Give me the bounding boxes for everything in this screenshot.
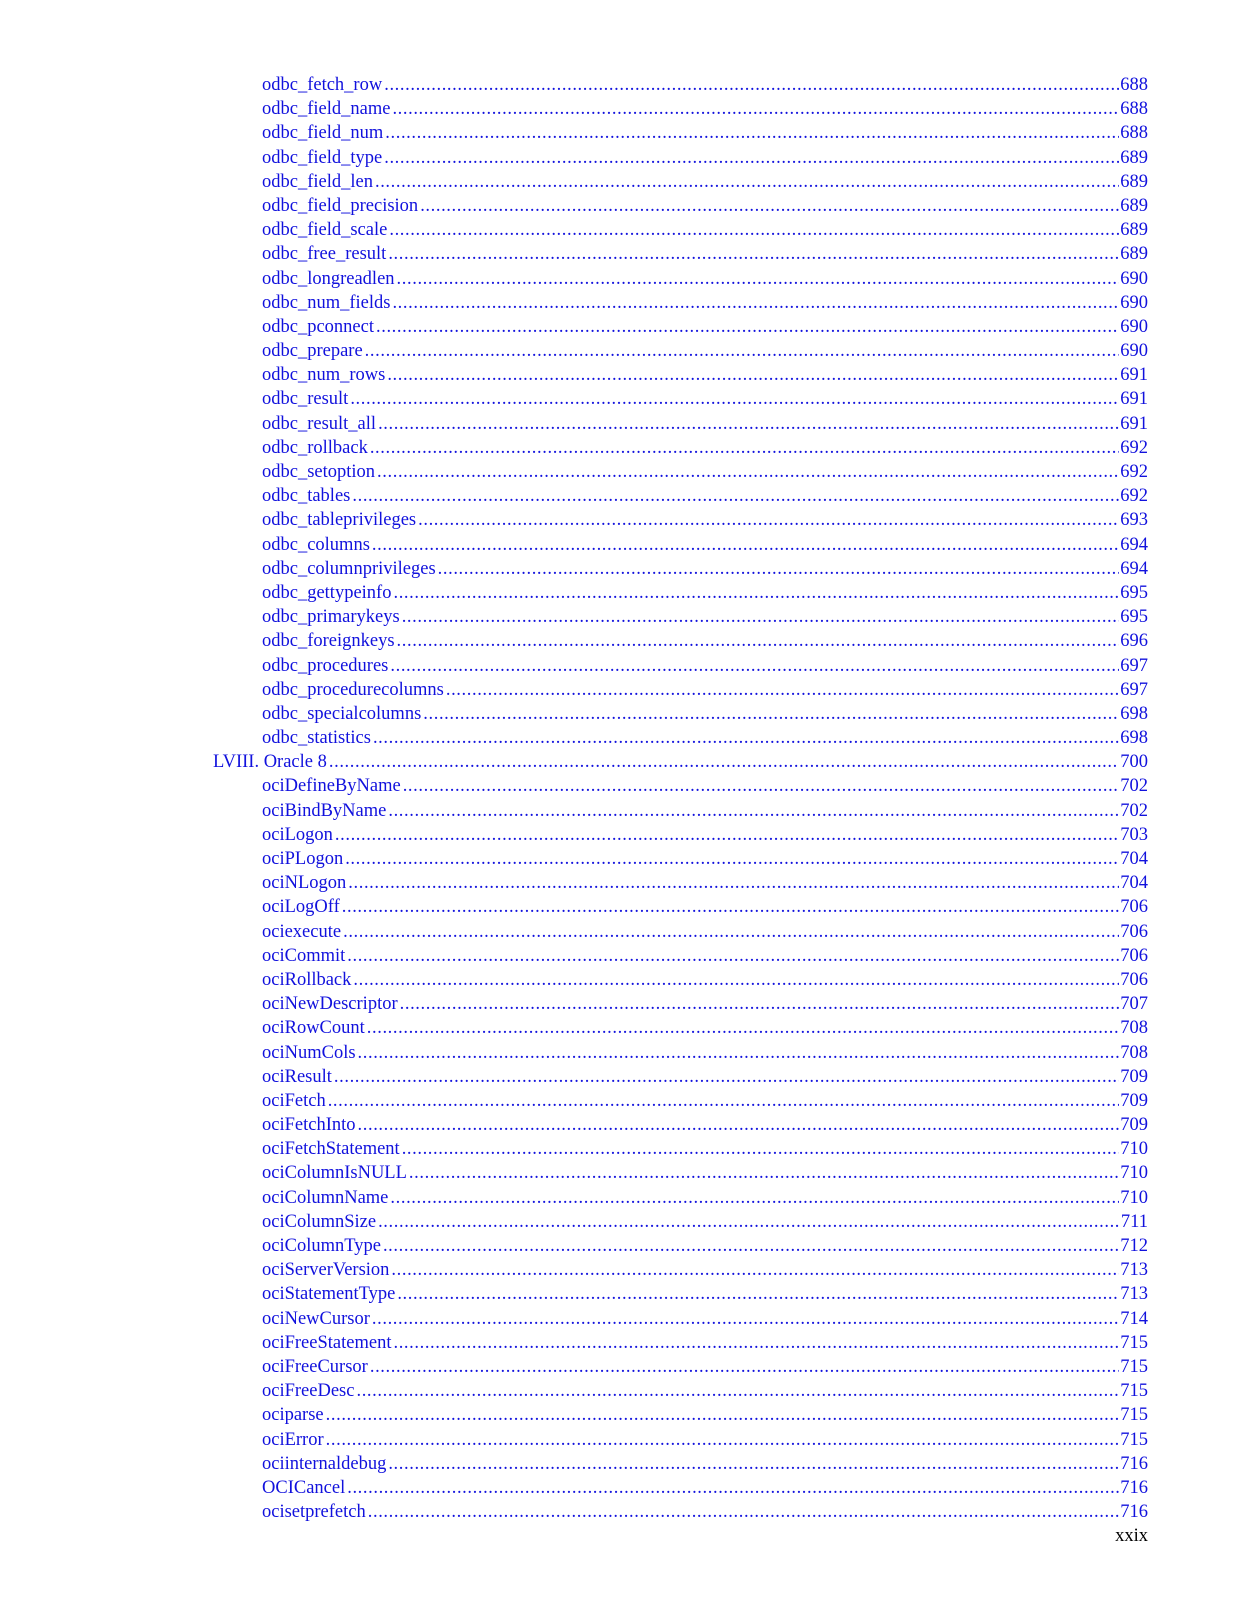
dot-leader xyxy=(392,97,1119,121)
toc-entry-link[interactable] xyxy=(213,847,1148,871)
toc-entry-link[interactable] xyxy=(213,194,1148,218)
dot-leader xyxy=(356,1379,1119,1403)
toc-entry-link[interactable] xyxy=(213,363,1148,387)
toc-entry-title: ociError xyxy=(262,1429,324,1450)
toc-entry-page: 710 xyxy=(1120,1139,1148,1160)
page-number: xxix xyxy=(1115,1526,1148,1546)
toc-entry-link[interactable] xyxy=(213,267,1148,291)
dot-leader xyxy=(384,73,1119,97)
toc-entry-page: 716 xyxy=(1120,1502,1148,1523)
toc-entry-link[interactable] xyxy=(213,508,1148,532)
toc-entry-page: 691 xyxy=(1120,365,1148,386)
toc-entry-title: odbc_field_precision xyxy=(262,195,419,216)
toc-entry-title: ociparse xyxy=(262,1405,324,1426)
toc-entry-page: 706 xyxy=(1120,969,1148,990)
toc-entry-link[interactable] xyxy=(213,605,1148,629)
dot-leader xyxy=(342,895,1120,919)
table-of-contents xyxy=(213,73,1148,1524)
toc-entry-page: 688 xyxy=(1120,99,1148,120)
dot-leader xyxy=(387,363,1119,387)
toc-entry-page: 690 xyxy=(1120,268,1148,289)
toc-entry-link[interactable] xyxy=(213,895,1148,919)
toc-entry-page: 702 xyxy=(1120,800,1148,821)
dot-leader xyxy=(378,412,1119,436)
toc-entry-link[interactable] xyxy=(213,1476,1148,1500)
toc-entry-link[interactable] xyxy=(213,1137,1148,1161)
toc-entry-page: 693 xyxy=(1120,510,1148,531)
toc-entry-page: 696 xyxy=(1120,631,1148,652)
toc-entry-page: 689 xyxy=(1120,171,1148,192)
toc-entry-link[interactable] xyxy=(213,339,1148,363)
toc-entry-page: 708 xyxy=(1120,1042,1148,1063)
toc-entry-title: ociNLogon xyxy=(262,873,347,894)
toc-entry-title: ociStatementType xyxy=(262,1284,396,1305)
dot-leader xyxy=(335,823,1119,847)
dot-leader xyxy=(377,460,1119,484)
toc-entry-link[interactable] xyxy=(213,944,1148,968)
toc-entry-page: 698 xyxy=(1120,728,1148,749)
dot-leader xyxy=(393,581,1119,605)
toc-entry-link[interactable] xyxy=(213,920,1148,944)
toc-entry-title: odbc_statistics xyxy=(262,728,371,749)
toc-entry-title: ociResult xyxy=(262,1066,332,1087)
toc-entry-link[interactable] xyxy=(213,291,1148,315)
toc-entry-link[interactable] xyxy=(213,678,1148,702)
dot-leader xyxy=(389,218,1119,242)
toc-entry-title: odbc_setoption xyxy=(262,462,376,482)
toc-entry-title: odbc_pconnect xyxy=(262,316,374,337)
toc-entry-link[interactable] xyxy=(213,992,1148,1016)
dot-leader xyxy=(383,1234,1119,1258)
dot-leader xyxy=(384,146,1119,170)
dot-leader xyxy=(393,1331,1119,1355)
toc-entry-title: odbc_field_num xyxy=(262,123,384,144)
dot-leader xyxy=(397,629,1120,653)
dot-leader xyxy=(392,291,1119,315)
dot-leader xyxy=(376,315,1119,339)
toc-entry-title: odbc_gettypeinfo xyxy=(262,582,392,603)
toc-entry-title: odbc_free_result xyxy=(262,244,387,265)
toc-entry-title: ociexecute xyxy=(262,921,342,942)
toc-entry-title: odbc_prepare xyxy=(262,341,363,362)
toc-entry-page: 711 xyxy=(1120,1211,1148,1232)
toc-entry-title: odbc_specialcolumns xyxy=(262,703,422,724)
dot-leader xyxy=(368,1500,1120,1524)
toc-entry-link[interactable] xyxy=(213,726,1148,750)
toc-entry-title: odbc_procedures xyxy=(262,655,389,676)
toc-entry-page: 697 xyxy=(1120,679,1148,700)
toc-entry-link[interactable] xyxy=(213,774,1148,798)
dot-leader xyxy=(388,799,1119,823)
toc-entry-link[interactable] xyxy=(213,146,1148,170)
toc-entry-page: 715 xyxy=(1120,1356,1148,1377)
toc-entry-title: ociFreeCursor xyxy=(262,1356,368,1377)
toc-entry-title: ociNumCols xyxy=(262,1042,356,1063)
toc-entry-title: ociPLogon xyxy=(262,849,344,869)
toc-entry-page: 690 xyxy=(1120,316,1148,337)
dot-leader xyxy=(418,508,1119,532)
dot-leader xyxy=(358,1113,1120,1137)
toc-entry-title: ociFreeDesc xyxy=(262,1381,355,1402)
toc-entry-title: odbc_primarykeys xyxy=(262,607,400,628)
dot-leader xyxy=(402,605,1120,629)
toc-entry-page: 709 xyxy=(1120,1115,1148,1136)
toc-entry-title: ociNewDescriptor xyxy=(262,994,398,1015)
toc-entry-link[interactable] xyxy=(213,1452,1148,1476)
toc-entry-title: ociLogon xyxy=(262,824,333,845)
toc-entry-title: ociColumnType xyxy=(262,1236,381,1256)
toc-entry-page: 713 xyxy=(1120,1284,1148,1305)
toc-entry-link[interactable] xyxy=(213,1089,1148,1113)
dot-leader xyxy=(367,1016,1119,1040)
dot-leader xyxy=(397,1282,1119,1306)
dot-leader xyxy=(397,267,1120,291)
toc-entry-title: odbc_rollback xyxy=(262,437,368,458)
toc-entry-title: ociDefineByName xyxy=(262,776,401,797)
dot-leader xyxy=(353,968,1119,992)
toc-entry-page: 692 xyxy=(1120,437,1148,458)
dot-leader xyxy=(370,436,1119,460)
dot-leader xyxy=(347,1476,1119,1500)
toc-entry-link[interactable] xyxy=(213,218,1148,242)
toc-entry-page: 709 xyxy=(1120,1066,1148,1087)
toc-entry-page: 691 xyxy=(1120,413,1148,434)
toc-entry-page: 692 xyxy=(1120,462,1148,482)
toc-entry-page: 704 xyxy=(1120,849,1148,869)
dot-leader xyxy=(358,1041,1120,1065)
toc-entry-page: 700 xyxy=(1120,752,1148,773)
toc-entry-title: ociCommit xyxy=(262,945,346,966)
toc-entry-page: 694 xyxy=(1120,558,1148,579)
toc-entry-page: 706 xyxy=(1120,921,1148,942)
toc-entry-title: odbc_longreadlen xyxy=(262,268,395,289)
dot-leader xyxy=(388,242,1119,266)
toc-entry-link[interactable] xyxy=(213,1307,1148,1331)
toc-entry-title: ociColumnName xyxy=(262,1187,389,1208)
toc-entry-link[interactable] xyxy=(213,533,1148,557)
toc-entry-title: ociBindByName xyxy=(262,800,387,821)
toc-entry-link[interactable] xyxy=(213,654,1148,678)
toc-entry-link[interactable] xyxy=(213,1258,1148,1282)
toc-entry-link[interactable] xyxy=(213,629,1148,653)
toc-entry-title: ociFetchStatement xyxy=(262,1139,400,1160)
toc-entry-title: odbc_columns xyxy=(262,534,370,555)
dot-leader xyxy=(420,194,1119,218)
toc-entry-page: 695 xyxy=(1120,582,1148,603)
toc-entry-page: 689 xyxy=(1120,220,1148,241)
toc-entry-title: odbc_field_name xyxy=(262,99,391,120)
dot-leader xyxy=(378,1210,1120,1234)
toc-entry-link[interactable] xyxy=(213,1113,1148,1137)
toc-entry-title: ociFreeStatement xyxy=(262,1332,392,1353)
toc-entry-title: OCICancel xyxy=(262,1477,346,1498)
dot-leader xyxy=(329,750,1119,774)
toc-entry-title: ociFetchInto xyxy=(262,1115,356,1136)
dot-leader xyxy=(372,1307,1119,1331)
toc-entry-link[interactable] xyxy=(213,823,1148,847)
dot-leader xyxy=(365,339,1120,363)
dot-leader xyxy=(345,847,1119,871)
toc-entry-title: ociServerVersion xyxy=(262,1260,390,1281)
toc-entry-page: 716 xyxy=(1120,1477,1148,1498)
toc-entry-page: 690 xyxy=(1120,341,1148,362)
toc-entry-page: 707 xyxy=(1120,994,1148,1015)
toc-entry-page: 695 xyxy=(1120,607,1148,628)
dot-leader xyxy=(390,654,1119,678)
toc-entry-page: 713 xyxy=(1120,1260,1148,1281)
dot-leader xyxy=(347,944,1119,968)
toc-entry-page: 704 xyxy=(1120,873,1148,894)
toc-entry-page: 716 xyxy=(1120,1453,1148,1474)
toc-entry-page: 706 xyxy=(1120,945,1148,966)
dot-leader xyxy=(402,1137,1120,1161)
toc-entry-link[interactable] xyxy=(213,799,1148,823)
toc-entry-title: ociRowCount xyxy=(262,1018,365,1039)
toc-entry-page: 706 xyxy=(1120,897,1148,918)
dot-leader xyxy=(438,557,1120,581)
toc-entry-page: 688 xyxy=(1120,123,1148,144)
toc-entry-title: odbc_foreignkeys xyxy=(262,631,395,652)
toc-entry-page: 714 xyxy=(1120,1308,1148,1329)
toc-entry-page: 689 xyxy=(1120,147,1148,168)
toc-entry-link[interactable] xyxy=(213,871,1148,895)
toc-entry-link[interactable] xyxy=(213,387,1148,411)
toc-entry-title: ociColumnSize xyxy=(262,1211,377,1232)
dot-leader xyxy=(390,1186,1119,1210)
toc-entry-link[interactable] xyxy=(213,1041,1148,1065)
toc-entry-link[interactable] xyxy=(213,702,1148,726)
toc-entry-title: odbc_num_rows xyxy=(262,365,386,386)
dot-leader xyxy=(373,726,1119,750)
toc-entry-title: odbc_tableprivileges xyxy=(262,510,417,531)
toc-entry-link[interactable] xyxy=(213,315,1148,339)
toc-entry-page: 692 xyxy=(1120,486,1148,507)
dot-leader xyxy=(326,1403,1120,1427)
toc-entry-page: 688 xyxy=(1120,75,1148,95)
toc-entry-page: 690 xyxy=(1120,292,1148,313)
toc-entry-page: 715 xyxy=(1120,1405,1148,1426)
toc-entry-link[interactable] xyxy=(213,436,1148,460)
toc-entry-page: 715 xyxy=(1120,1332,1148,1353)
toc-entry-link[interactable] xyxy=(213,581,1148,605)
toc-entry-link[interactable] xyxy=(213,170,1148,194)
toc-entry-page: 697 xyxy=(1120,655,1148,676)
toc-entry-title: ociLogOff xyxy=(262,897,340,918)
dot-leader xyxy=(446,678,1119,702)
dot-leader xyxy=(391,1258,1119,1282)
toc-entry-title: odbc_tables xyxy=(262,486,351,507)
dot-leader xyxy=(423,702,1119,726)
dot-leader xyxy=(388,1452,1119,1476)
dot-leader xyxy=(352,484,1119,508)
dot-leader xyxy=(328,1089,1120,1113)
toc-entry-link[interactable] xyxy=(213,1500,1148,1524)
toc-entry-page: 712 xyxy=(1120,1236,1148,1256)
toc-entry-link[interactable] xyxy=(213,1379,1148,1403)
toc-entry-title: odbc_num_fields xyxy=(262,292,391,313)
toc-entry-link[interactable] xyxy=(213,1355,1148,1379)
toc-entry-title: ociNewCursor xyxy=(262,1308,370,1329)
toc-entry-link[interactable] xyxy=(213,73,1148,97)
toc-entry-page: 689 xyxy=(1120,244,1148,265)
toc-entry-link[interactable] xyxy=(213,412,1148,436)
toc-entry-link[interactable] xyxy=(213,484,1148,508)
dot-leader xyxy=(403,774,1120,798)
dot-leader xyxy=(370,1355,1119,1379)
toc-entry-page: 703 xyxy=(1120,824,1148,845)
toc-entry-link[interactable] xyxy=(213,121,1148,145)
toc-entry-title: odbc_field_len xyxy=(262,171,373,192)
dot-leader xyxy=(348,871,1119,895)
toc-entry-link[interactable] xyxy=(213,1403,1148,1427)
toc-entry-title: ociFetch xyxy=(262,1090,326,1111)
toc-entry-title: odbc_procedurecolumns xyxy=(262,679,444,700)
toc-entry-link[interactable] xyxy=(213,557,1148,581)
dot-leader xyxy=(350,387,1119,411)
toc-entry-link[interactable] xyxy=(213,242,1148,266)
toc-entry-title: LVIII. Oracle 8 xyxy=(213,752,327,773)
toc-entry-title: odbc_result_all xyxy=(262,413,377,434)
toc-entry-link[interactable] xyxy=(213,1331,1148,1355)
toc-entry-page: 715 xyxy=(1120,1381,1148,1402)
toc-entry-title: odbc_result xyxy=(262,389,349,410)
dot-leader xyxy=(326,1428,1120,1452)
dot-leader xyxy=(334,1065,1119,1089)
dot-leader xyxy=(343,920,1119,944)
toc-entry-title: ociColumnIsNULL xyxy=(262,1163,407,1184)
dot-leader xyxy=(372,533,1119,557)
toc-entry-link[interactable] xyxy=(213,1016,1148,1040)
toc-entry-link[interactable] xyxy=(213,1428,1148,1452)
dot-leader xyxy=(409,1161,1119,1185)
dot-leader xyxy=(385,121,1119,145)
dot-leader xyxy=(375,170,1119,194)
toc-entry-link[interactable] xyxy=(213,968,1148,992)
toc-entry-title: odbc_field_scale xyxy=(262,220,388,241)
toc-entry-link[interactable] xyxy=(213,97,1148,121)
toc-entry-title: ociRollback xyxy=(262,969,352,990)
toc-entry-link[interactable] xyxy=(213,1065,1148,1089)
toc-entry-page: 691 xyxy=(1120,389,1148,410)
toc-entry-title: odbc_columnprivileges xyxy=(262,558,436,579)
toc-entry-title: ociinternaldebug xyxy=(262,1453,387,1474)
toc-entry-page: 689 xyxy=(1120,195,1148,216)
toc-entry-title: odbc_field_type xyxy=(262,147,383,168)
toc-entry-link[interactable] xyxy=(213,460,1148,484)
toc-entry-link[interactable] xyxy=(213,1282,1148,1306)
toc-entry-link[interactable] xyxy=(213,1186,1148,1210)
toc-entry-title: ocisetprefetch xyxy=(262,1502,366,1523)
toc-entry-page: 698 xyxy=(1120,703,1148,724)
toc-entry-page: 694 xyxy=(1120,534,1148,555)
toc-entry-page: 710 xyxy=(1120,1187,1148,1208)
toc-entry-title: odbc_fetch_row xyxy=(262,75,383,95)
toc-entry-link[interactable] xyxy=(213,1161,1148,1185)
toc-entry-page: 702 xyxy=(1120,776,1148,797)
toc-entry-page: 708 xyxy=(1120,1018,1148,1039)
toc-entry-page: 710 xyxy=(1120,1163,1148,1184)
toc-entry-page: 715 xyxy=(1120,1429,1148,1450)
toc-entry-link[interactable] xyxy=(213,1210,1148,1234)
dot-leader xyxy=(400,992,1120,1016)
toc-entry-link[interactable] xyxy=(213,1234,1148,1258)
toc-section-link[interactable] xyxy=(213,750,1148,774)
toc-entry-page: 709 xyxy=(1120,1090,1148,1111)
